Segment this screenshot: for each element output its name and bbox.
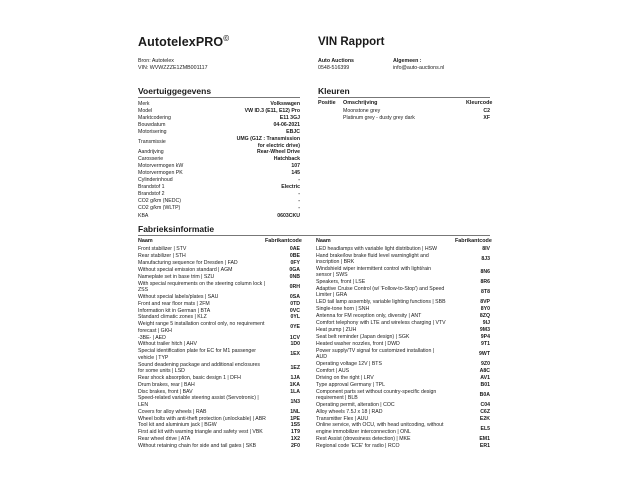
vehicle-label: Motorisering (138, 129, 167, 135)
factory-option-name: Operating voltage 12V | BTS (316, 360, 382, 367)
vehicle-label: Cylinderinhoud (138, 177, 173, 183)
factory-divider (138, 235, 490, 236)
factory-option-name: First aid kit with warning triangle and safety vest | VBK (138, 429, 263, 436)
vehicle-value: 0603CKU (277, 213, 300, 219)
factory-option-name: Component parts set without country-specific design requirement | BLB (316, 388, 437, 401)
factory-option-code: EL5 (480, 425, 490, 432)
factory-option-name: Regional code 'ECE' for radio | RCO (316, 442, 400, 449)
factory-option-code: 1KA (289, 381, 300, 388)
factory-option-name: Windshield wiper intermittent control with light/rain sensor | SWS (316, 266, 432, 279)
factory-option-code: 1X2 (290, 436, 300, 443)
factory-option-code: 1CV (289, 334, 300, 341)
vehicle-label: Model (138, 108, 153, 114)
vehicle-value: UMG (G1Z : Transmission (236, 136, 300, 142)
vehicle-label: Transmissie (138, 139, 166, 145)
vehicle-label: Marktcodering (138, 115, 171, 121)
factory-option-name: Rear shock absorption, basic design 1 | DFH (138, 374, 241, 381)
factory-right-header-name: Naam (316, 238, 331, 244)
factory-option-name: Tool kit and aluminium jack | BGW (138, 422, 217, 429)
vehicle-value: - (298, 177, 300, 183)
factory-option-code: B0A (479, 391, 490, 398)
factory-option-name: Adaptive Cruise Control (w/ 'Follow-to-Stop') and Speed Limiter | GRA (316, 286, 445, 299)
factory-option-code: 8T8 (481, 289, 490, 296)
factory-option-name: Special identification plate for EC for M1 passenger vehicle | TYP (138, 348, 256, 361)
factory-option-code: 0BE (289, 252, 300, 259)
factory-option-name: Antenna for FM reception only, diversity | ANT (316, 313, 422, 320)
factory-option-code: 1T9 (291, 429, 300, 436)
factory-option-code: A8C (479, 367, 490, 374)
vehicle-label: CO2 g/km (WLTP) (138, 205, 181, 211)
factory-option-name: Speed-related variable steering assist (Servotronic) | LEN (138, 395, 259, 408)
vehicle-section-title: Voertuiggegevens (138, 86, 212, 96)
factory-option-code: 0FY (290, 259, 300, 266)
factory-option-name: Without trailer hitch | AHV (138, 341, 198, 348)
vehicle-label: KBA (138, 213, 149, 219)
factory-option-name: Wheel bolts with anti-theft protection (unlockable) | ABR (138, 415, 266, 422)
vehicle-value: Rear-Wheel Drive (257, 149, 300, 155)
vehicle-label: Aandrijving (138, 149, 164, 155)
factory-option-code: 8Y0 (480, 306, 490, 313)
factory-option-name: Alloy wheels 7.5J x 18 | RAD (316, 408, 383, 415)
colors-header-code: Kleurcode (466, 100, 493, 106)
vehicle-value: for electric drive) (257, 143, 300, 149)
vehicle-value: 107 (291, 163, 300, 169)
factory-option-code: 8J3 (481, 256, 490, 263)
factory-option-code: ER1 (479, 442, 490, 449)
vehicle-value: Hatchback (273, 156, 300, 162)
vehicle-value: 145 (291, 170, 300, 176)
vehicle-value: Volkswagen (270, 101, 300, 107)
factory-option-name: -3BE- | AED (138, 334, 166, 341)
factory-option-code: 1EX (290, 351, 300, 358)
contact-phone: 0548-516399 (318, 65, 350, 71)
source-bron: Bron: Autotelex (138, 58, 174, 64)
vehicle-value: EBJC (286, 129, 300, 135)
factory-option-name: Type approval Germany | TPL (316, 381, 386, 388)
factory-option-code: 0AE (289, 246, 300, 252)
factory-option-code: E2K (479, 415, 490, 422)
factory-option-name: Rear wheel drive | ATA (138, 436, 191, 443)
factory-option-code: 8VP (480, 299, 490, 306)
vehicle-value: 04-06-2021 (273, 122, 300, 128)
factory-option-code: 0YE (290, 324, 300, 331)
color-row-2-description: Platinum grey - dusty grey dark (343, 115, 415, 121)
vehicle-label: Brandstof 2 (138, 191, 165, 197)
vehicle-value: - (298, 205, 300, 211)
factory-option-code: 0TD (290, 300, 300, 307)
factory-option-code: 1PE (290, 415, 300, 422)
vehicle-value: - (298, 191, 300, 197)
vehicle-label: CO2 g/km (NEDC) (138, 198, 181, 204)
factory-option-code: C6Z (480, 408, 490, 415)
factory-option-name: LED headlamps with variable light distribution | HSW (316, 246, 438, 252)
brand-name: AutotelexPRO (138, 35, 224, 50)
factory-option-name: Seat belt reminder (Japan design) | SGK (316, 333, 410, 340)
factory-option-name: Transmitter Flex | AUU (316, 415, 369, 422)
vehicle-value: E11 3GJ (279, 115, 300, 121)
factory-option-name: Standard climatic zones | KLZ (138, 314, 207, 321)
report-title: VIN Rapport (318, 36, 385, 48)
factory-option-code: 9IJ (482, 320, 490, 327)
factory-option-code: 1JA (290, 374, 300, 381)
factory-option-name: Weight range 5 installation control only, no requirement forecast | GKH (138, 321, 265, 334)
factory-option-name: Rest Assist (drowsiness detection) | MKE (316, 435, 411, 442)
factory-option-code: 0RH (289, 283, 300, 290)
contact-company: Auto Auctions (318, 58, 354, 64)
colors-section-title: Kleuren (318, 86, 350, 96)
factory-option-code: AV1 (480, 374, 490, 381)
factory-option-code: 1N3 (290, 398, 300, 405)
factory-option-name: Hand brake/low brake fluid level warninglight and inscription | BRK (316, 252, 429, 266)
factory-option-code: 9M3 (479, 327, 490, 333)
factory-left-header-name: Naam (138, 238, 153, 244)
factory-option-name: Nameplate set in base trim | SZU (138, 273, 215, 280)
factory-option-code: 1LA (290, 388, 300, 395)
factory-option-name: Rear stabilizer | STH (138, 252, 186, 259)
factory-option-name: Front and rear floor mats | 2FM (138, 300, 210, 307)
copyright-mark: © (223, 34, 230, 43)
factory-option-name: LED tail lamp assembly, variable lighting functions | SBB (316, 299, 446, 306)
factory-option-name: With special requirements on the steering column lock | ZSS (138, 280, 266, 293)
factory-option-name: Heat pump | ZUH (316, 327, 357, 333)
vehicle-label: Merk (138, 101, 150, 107)
color-row-1-description: Moonstone grey (343, 108, 381, 114)
vehicle-label: Motorvermogen kW (138, 163, 184, 169)
factory-option-code: 1D0 (290, 341, 300, 348)
factory-option-code: 8R6 (480, 279, 490, 286)
factory-option-code: 9T1 (481, 340, 490, 347)
factory-option-code: 0SA (289, 293, 300, 300)
source-vin: VIN: WVWZZZE1ZMB001117 (138, 65, 208, 71)
vehicle-value: Electric (281, 184, 300, 190)
factory-option-name: Information kit in German | BTA (138, 307, 211, 314)
factory-option-code: B01 (480, 381, 490, 388)
factory-option-name: Operating permit, alteration | COC (316, 401, 395, 408)
colors-divider (318, 97, 490, 98)
vehicle-value: VW ID.3 (E11, E12) Pro (244, 108, 300, 114)
factory-option-name: Single-tone horn | SNH (316, 306, 370, 313)
factory-option-name: Without retaining chain for side and tail gates | SKB (138, 443, 257, 450)
contact-email[interactable]: info@auto-auctions.nl (393, 65, 445, 71)
factory-option-name: Sound deadening package and additional enclosures for some units | LSD (138, 361, 261, 374)
factory-option-code: 2F0 (291, 443, 300, 450)
factory-option-name: Power supply/TV signal for customized installation | AUD (316, 347, 435, 360)
vehicle-label: Bouwdatum (138, 122, 166, 128)
factory-option-name: Online service, with OCU, with head unitcoding, without engine immobilizer interconnection | ONL (316, 422, 444, 435)
factory-option-code: EM1 (479, 435, 490, 442)
factory-option-code: 9P4 (480, 333, 490, 340)
factory-left-header-code: Fabrikantcode (265, 238, 302, 244)
vehicle-label: Motorvermogen PK (138, 170, 183, 176)
factory-option-code: 1EZ (290, 364, 300, 371)
factory-option-name: Disc brakes, front | BAV (138, 388, 193, 395)
factory-option-code: 8N6 (480, 269, 490, 276)
colors-header-position: Positie (318, 100, 336, 106)
factory-option-name: Heated washer nozzles, front | DWD (316, 340, 400, 347)
factory-option-code: 1NL (290, 408, 300, 415)
vehicle-divider (138, 97, 300, 98)
factory-option-name: Comfort telephony with LTE and wireless charging | VTV (316, 320, 446, 327)
factory-option-name: Speakers, front | LSE (316, 279, 366, 286)
factory-option-code: C04 (480, 401, 490, 408)
factory-option-code: 8IV (482, 246, 490, 252)
factory-option-code: 0YL (290, 314, 300, 321)
factory-option-name: Drum brakes, rear | BAH (138, 381, 195, 388)
color-row-1-code: C2 (483, 108, 490, 114)
factory-option-name: Without special labels/plates | SAU (138, 293, 219, 300)
color-row-2-code: XF (483, 115, 490, 121)
contact-general-label: Algemeen : (393, 58, 422, 64)
factory-option-code: 8ZQ (479, 313, 490, 320)
factory-section-title: Fabrieksinformatie (138, 224, 215, 234)
colors-header-description: Omschrijving (343, 100, 378, 106)
factory-right-header-code: Fabrikantcode (455, 238, 492, 244)
factory-option-code: 0GA (289, 266, 300, 273)
vehicle-label: Carosserie (138, 156, 164, 162)
factory-option-code: 0NB (289, 273, 300, 280)
factory-option-code: 9WT (479, 350, 490, 357)
factory-option-name: Driving on the right | LRV (316, 374, 374, 381)
brand-title (138, 34, 229, 49)
vehicle-label: Brandstof 1 (138, 184, 165, 190)
vehicle-value: - (298, 198, 300, 204)
factory-option-code: 9Z0 (481, 360, 490, 367)
factory-option-code: 1S5 (290, 422, 300, 429)
factory-option-name: Comfort | AUS (316, 367, 350, 374)
factory-option-name: Front stabilizer | STV (138, 246, 187, 252)
factory-option-name: Covers for alloy wheels | RAB (138, 408, 207, 415)
factory-option-name: Manufacturing sequence for Dresden | FAD (138, 259, 238, 266)
factory-option-code: 0VC (289, 307, 300, 314)
factory-option-name: Without special emission standard | AGM (138, 266, 233, 273)
